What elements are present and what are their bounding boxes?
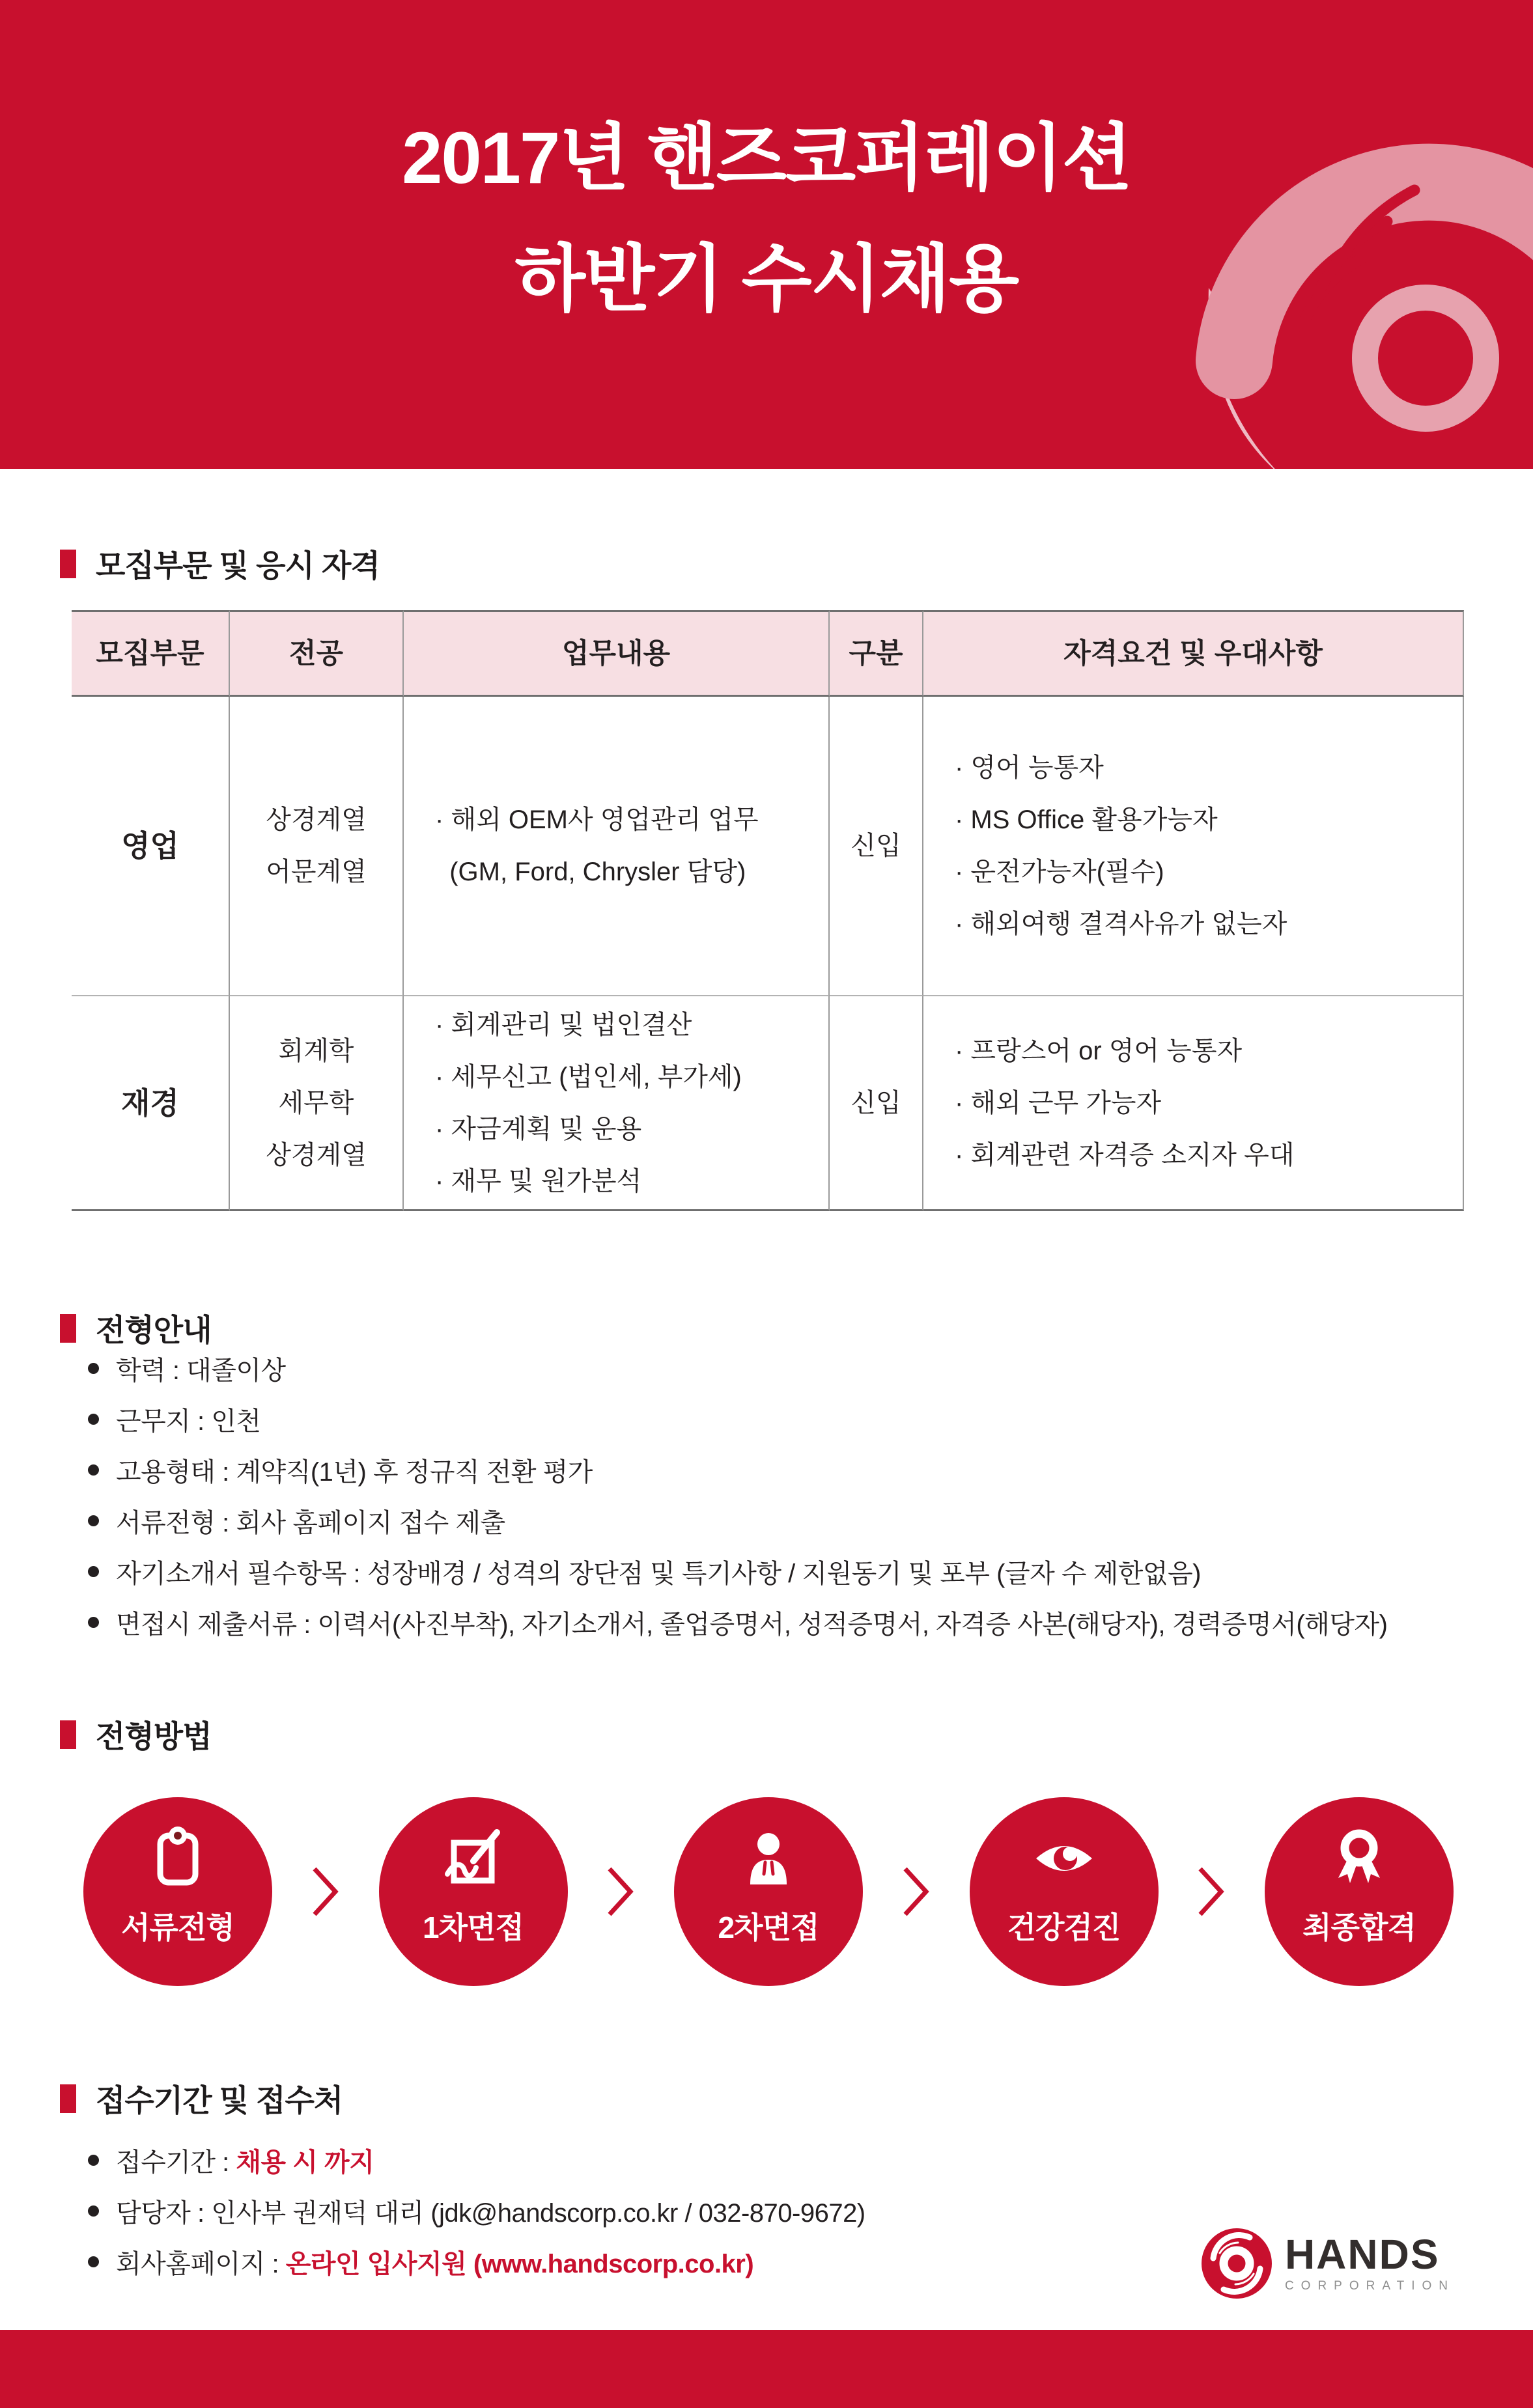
table-cell-qual (923, 996, 1464, 1211)
header-banner (0, 0, 1533, 469)
step-label: 서류전형 (121, 1911, 234, 1944)
bullet-dot-icon (88, 1414, 99, 1425)
step-second-interview (674, 1797, 863, 1986)
col-header-major: 전공 (230, 610, 404, 697)
table-cell-part: 재경 (72, 996, 230, 1211)
cell-line: · 해외여행 결격사유가 없는자 (955, 910, 1287, 938)
bullet-dot-icon (88, 2155, 99, 2166)
section-marker (60, 550, 76, 578)
table-cell-qual (923, 697, 1464, 996)
step-final-pass (1265, 1797, 1454, 1986)
cell-line: · 운전가능자(필수) (955, 858, 1164, 886)
step-label: 1차면접 (423, 1911, 524, 1944)
chevron-right-icon (900, 1862, 933, 1921)
step-label: 건강검진 (1007, 1911, 1121, 1944)
cell-line: 어문계열 (266, 858, 367, 886)
col-header-part: 모집부문 (72, 610, 230, 697)
section-heading-apply (60, 2077, 343, 2120)
table-cell-type: 신입 (830, 996, 923, 1211)
step-document-screening (83, 1797, 272, 1986)
bullet-dot-icon (88, 1363, 99, 1374)
col-header-duty: 업무내용 (404, 610, 830, 697)
bullet-dot-icon (88, 1464, 99, 1476)
poster-title (0, 98, 1533, 340)
table-cell-part: 영업 (72, 697, 230, 996)
footer-bar (0, 2330, 1533, 2408)
bullet-dot-icon (88, 1566, 99, 1577)
list-item (88, 2135, 865, 2185)
process-steps (83, 1797, 1454, 1986)
apply-list (88, 2135, 865, 2287)
table-cell-duty (404, 697, 830, 996)
step-label: 2차면접 (718, 1911, 819, 1944)
cell-line: 상경계열 (266, 1140, 367, 1169)
cell-line: · 해외 근무 가능자 (955, 1088, 1162, 1117)
cell-line: · 회계관련 자격증 소지자 우대 (955, 1140, 1295, 1169)
list-item-text: 근무지 : 인천 (116, 1407, 261, 1436)
company-logo (1200, 2227, 1455, 2300)
website-highlight: 온라인 입사지원 (www.handscorp.co.kr) (285, 2249, 754, 2278)
list-item-text: 회사홈페이지 : (116, 2249, 286, 2278)
list-item (88, 1546, 1387, 1597)
person-icon (736, 1825, 801, 1892)
deadline-highlight: 채용 시 까지 (236, 2148, 374, 2177)
section-title: 모집부문 및 응시 자격 (96, 548, 380, 583)
step-label: 최종합격 (1302, 1911, 1416, 1944)
section-heading-recruit (60, 542, 380, 585)
bullet-dot-icon (88, 1617, 99, 1628)
list-item-text: 자기소개서 필수항목 : 성장배경 / 성격의 장단점 및 특기사항 / 지원동기 및 포부 (글자 수 제한없음) (116, 1559, 1201, 1588)
col-header-type: 구분 (830, 610, 923, 697)
cell-line: · 해외 OEM사 영업관리 업무 (435, 805, 759, 834)
clipboard-icon (145, 1825, 210, 1892)
list-item (88, 2236, 865, 2287)
company-name: HANDS (1284, 2231, 1440, 2278)
cell-line: 회계학 (278, 1036, 354, 1065)
chevron-right-icon (309, 1862, 342, 1921)
list-item-text: 고용형태 : 계약직(1년) 후 정규직 전환 평가 (116, 1457, 593, 1487)
cell-line: 세무학 (278, 1088, 354, 1117)
bullet-dot-icon (88, 2256, 99, 2267)
step-health-check (970, 1797, 1159, 1986)
poster-title-line2: 하반기 수시채용 (514, 238, 1019, 320)
bullet-dot-icon (88, 2205, 99, 2217)
bullet-dot-icon (88, 1515, 99, 1526)
cell-line: 상경계열 (266, 805, 367, 834)
list-item (88, 2185, 865, 2236)
chevron-right-icon (604, 1862, 637, 1921)
medal-icon (1327, 1825, 1392, 1892)
cell-line: · 영어 능통자 (955, 753, 1104, 782)
cell-line: · 회계관리 및 법인결산 (435, 1010, 692, 1039)
list-item-text: 접수기간 : (116, 2148, 236, 2177)
cell-line: · MS Office 활용가능자 (955, 805, 1218, 834)
cell-line: (GM, Ford, Chrysler 담당) (435, 858, 746, 886)
list-item (88, 1393, 1387, 1444)
list-item (88, 1343, 1387, 1393)
section-marker (60, 1720, 76, 1749)
section-heading-process (60, 1713, 212, 1756)
cell-line: · 재무 및 원가분석 (435, 1166, 642, 1196)
section-title: 전형방법 (96, 1719, 212, 1754)
cell-line: · 프랑스어 or 영어 능통자 (955, 1036, 1243, 1065)
guide-list (88, 1343, 1387, 1647)
cell-line: · 세무신고 (법인세, 부가세) (435, 1062, 742, 1091)
company-logo-text (1285, 2233, 1455, 2293)
list-item (88, 1597, 1387, 1647)
list-item-text: 학력 : 대졸이상 (116, 1356, 286, 1385)
list-item (88, 1495, 1387, 1546)
section-title: 접수기간 및 접수처 (96, 2083, 343, 2118)
recruit-table (72, 610, 1464, 1211)
section-marker (60, 2084, 76, 2113)
section-title: 전형안내 (96, 1313, 212, 1347)
list-item-text: 서류전형 : 회사 홈페이지 접수 제출 (116, 1508, 505, 1537)
eye-icon (1028, 1825, 1100, 1892)
table-cell-type: 신입 (830, 697, 923, 996)
cell-line: · 자금계획 및 운용 (435, 1114, 642, 1143)
hands-emblem-icon (1200, 2227, 1273, 2300)
chevron-right-icon (1195, 1862, 1228, 1921)
contact-text: 담당자 : 인사부 권재덕 대리 (jdk@handscorp.co.kr / 032-870-9672) (116, 2198, 865, 2228)
poster-title-line1: 2017년 핸즈코퍼레이션 (402, 117, 1131, 199)
col-header-qual: 자격요건 및 우대사항 (923, 610, 1464, 697)
company-subtitle: CORPORATION (1284, 2279, 1455, 2293)
table-cell-major (230, 996, 404, 1211)
list-item-text: 면접시 제출서류 : 이력서(사진부착), 자기소개서, 졸업증명서, 성적증명서, 자격증 사본(해당자), 경력증명서(해당자) (116, 1610, 1388, 1639)
section-marker (60, 1314, 76, 1343)
list-item (88, 1444, 1387, 1495)
signature-icon (440, 1825, 507, 1892)
step-first-interview (379, 1797, 568, 1986)
table-cell-major (230, 697, 404, 996)
table-cell-duty (404, 996, 830, 1211)
